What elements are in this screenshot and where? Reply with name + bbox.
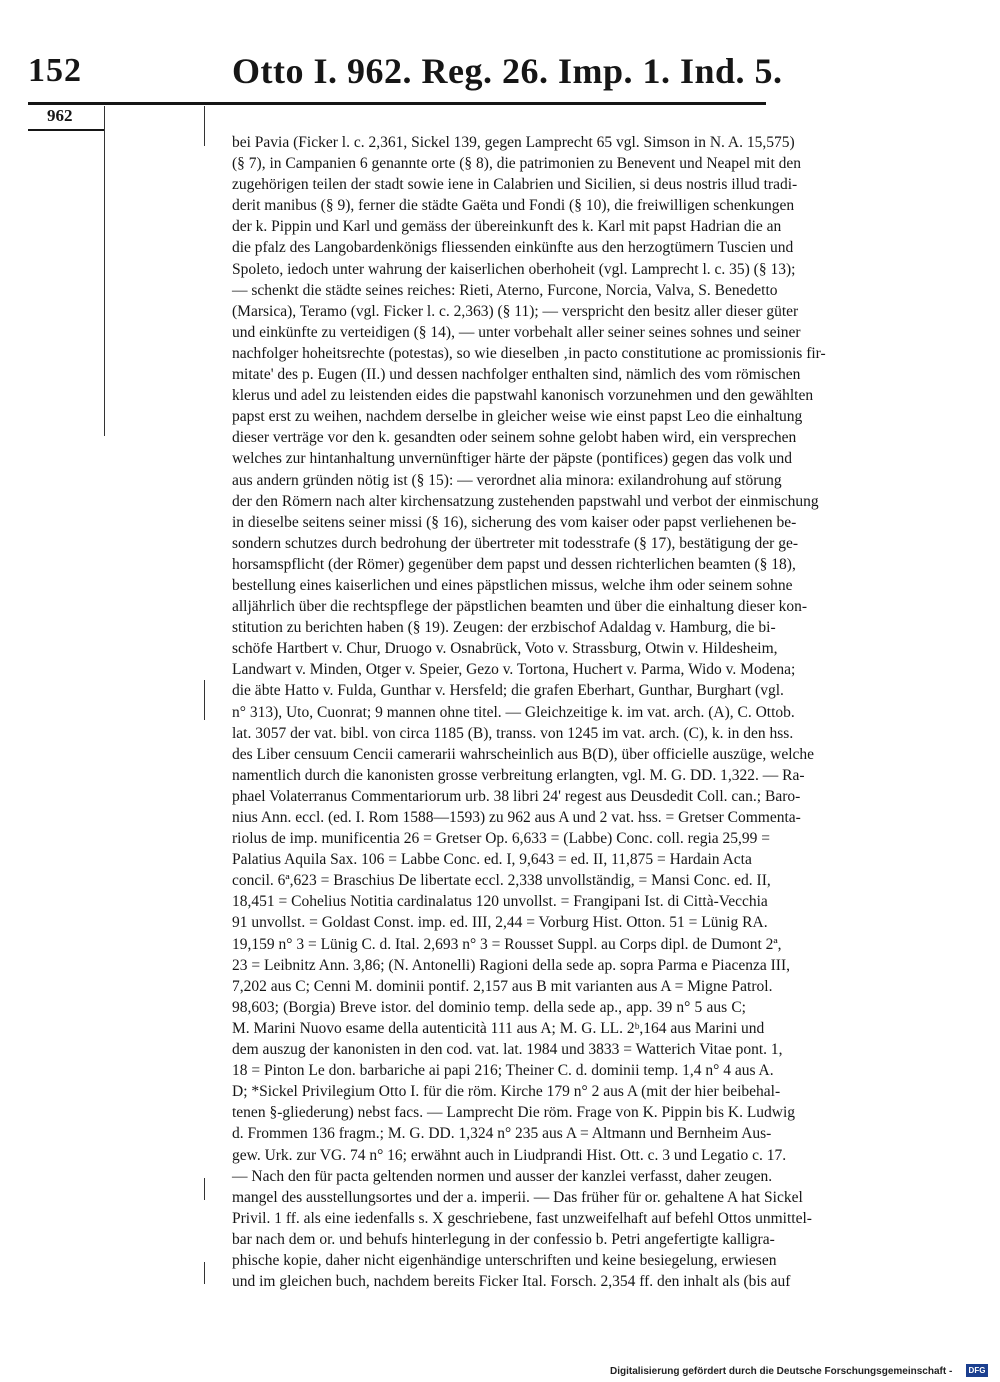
text-line: bei Pavia (Ficker l. c. 2,361, Sickel 139, gegen Lamprecht 65 vgl. Simson in N. A. 15,575): [232, 134, 795, 151]
text-line: 7,202 aus C; Cenni M. dominii pontif. 2,157 aus B mit varianten aus A = Migne Patrol.: [232, 977, 773, 995]
text-line: D; *Sickel Privilegium Otto I. für die röm. Kirche 179 n° 2 aus A (mit der hier beibehal-: [232, 1083, 781, 1101]
text-line: Palatius Aquila Sax. 106 = Labbe Conc. ed. I, 9,643 = ed. II, 11,875 = Hardain Acta: [232, 851, 752, 869]
margin-line-right: [204, 680, 205, 720]
text-line: 19,159 n° 3 = Lünig C. d. Ital. 2,693 n° 3 = Rousset Suppl. au Corps dipl. de Dumont 2ª,: [232, 935, 782, 953]
margin-line-right: [204, 1178, 205, 1200]
running-head: Otto I. 962. Reg. 26. Imp. 1. Ind. 5.: [232, 51, 783, 91]
text-line: des Liber censuum Cencii camerarii wahrscheinlich aus B(D), über officielle auszüge, welche: [232, 745, 815, 763]
text-line: sondern schutzes durch bedrohung der übertreter mit todesstrafe (§ 17), bestätigung der ge-: [232, 534, 798, 552]
text-line: dem auszug der kanonisten in den cod. vat. lat. 1984 und 3833 = Watterich Vitae pont. 1,: [232, 1041, 783, 1059]
text-line: 18 = Pinton Le don. barbariche ai papi 216; Theiner C. d. dominii temp. 1,4 n° 4 aus A.: [232, 1062, 774, 1080]
text-line: phische kopie, daher nicht eigenhändige unterschriften und keine besiegelung, erwiesen: [232, 1251, 777, 1269]
text-line: papst erst zu weihen, nachdem derselbe in gleicher weise wie einst papst Leo die einhaltung: [232, 408, 803, 426]
text-line: concil. 6ª,623 = Braschius De libertate eccl. 2,338 unvollständig, = Mansi Conc. ed. II,: [232, 872, 771, 890]
text-line: aus andern gründen nötig ist (§ 15): — verordnet alia minora: exilandrohung auf störung: [232, 471, 782, 489]
page-number: 152: [28, 52, 82, 89]
text-line: und im gleichen buch, nachdem bereits Ficker Ital. Forsch. 2,354 ff. den inhalt als (bis auf: [232, 1273, 791, 1291]
text-line: die pfalz des Langobardenkönigs fliessenden einkünfte aus den herzogtümern Tuscien und: [232, 239, 794, 257]
text-line: riolus de imp. munificentia 26 = Gretser Op. 6,633 = (Labbe) Conc. coll. regia 25,99 =: [232, 830, 771, 848]
text-line: (Marsica), Teramo (vgl. Ficker l. c. 2,363) (§ 11); — verspricht den besitz aller dieser güter: [232, 302, 799, 320]
text-line: bar nach dem or. und behufs hinterlegung in der confessio b. Petri angefertigte kalligra-: [232, 1230, 775, 1248]
text-line: Landwart v. Minden, Otger v. Speier, Gezo v. Tortona, Huchert v. Parma, Wido v. Modena;: [232, 661, 796, 679]
text-line: Privil. 1 ff. als eine iedenfalls s. X geschriebene, fast unzweifelhaft auf befehl Ottos unmittel-: [232, 1209, 812, 1227]
text-line: — Nach den für pacta geltenden normen und ausser der kanzlei verfasst, daher zeugen.: [232, 1167, 773, 1185]
year-rule: [28, 129, 104, 131]
text-line: stitution zu berichten haben (§ 19). Zeugen: der erzbischof Adaldag v. Hamburg, die bi-: [232, 619, 776, 637]
text-line: derit manibus (§ 9), ferner die städte Gaëta und Fondi (§ 10), die freiwilligen schenkungen: [232, 197, 795, 215]
text-line: 23 = Leibnitz Ann. 3,86; (N. Antonelli) Ragioni della sede ap. sopra Parma e Piacenza III,: [232, 956, 790, 974]
body-text: [232, 132, 826, 1292]
text-line: welches zur hintanhaltung unvernünftiger härte der päpste (pontifices) gegen das volk und: [232, 450, 792, 468]
text-line: 91 unvollst. = Goldast Const. imp. ed. III, 2,44 = Vorburg Hist. Otton. 51 = Lünig RA.: [232, 914, 768, 932]
footer-credit: Digitalisierung gefördert durch die Deutsche Forschungsgemeinschaft -: [610, 1366, 953, 1377]
text-line: in dieselbe seitens seiner missi (§ 16), sicherung des vom kaiser oder papst verliehenen be-: [232, 513, 797, 531]
text-line: und einkünfte zu verteidigen (§ 14), — unter vorbehalt aller seiner seines sohnes und seiner: [232, 323, 801, 341]
text-line: (§ 7), in Campanien 6 genannte orte (§ 8), die patrimonien zu Benevent und Neapel mit den: [232, 155, 802, 173]
text-line: die äbte Hatto v. Fulda, Gunthar v. Hersfeld; die grafen Eberhart, Gunthar, Burghart (vgl.: [232, 682, 784, 700]
text-line: der den Römern nach alter kirchensatzung zustehenden papstwahl und verbot der einmischung: [232, 492, 819, 510]
text-line: tenen §-gliederung) nebst facs. — Lamprecht Die röm. Frage von K. Pippin bis K. Ludwig: [232, 1104, 796, 1122]
text-line: nachfolger hoheitsrechte (potestas), so wie dieselben ‚in pacto constitutione ac promissionis fir-: [232, 344, 826, 362]
dfg-logo: DFG: [966, 1364, 988, 1377]
text-line: zugehörigen teilen der stadt sowie iene in Calabrien und Sicilien, si deus nostris illud tradi-: [232, 176, 798, 194]
text-line: n° 313), Uto, Cuonrat; 9 mannen ohne titel. — Gleichzeitige k. im vat. arch. (A), C. Ottob.: [232, 703, 795, 721]
text-line: 98,603; (Borgia) Breve istor. del dominio temp. della sede ap., app. 39 n° 5 aus C;: [232, 998, 746, 1016]
text-line: klerus und adel zu leistenden eides die papstwahl kanonisch vorzunehmen und den gewählten: [232, 387, 814, 405]
text-line: — schenkt die städte seines reiches: Rieti, Aterno, Furcone, Norcia, Valva, S. Benedetto: [232, 281, 778, 299]
text-line: 18,451 = Cohelius Notitia cardinalatus 120 unvollst. = Frangipani Ist. di Città-Vecchia: [232, 893, 768, 911]
text-line: horsamspflicht (der Römer) gegenüber dem papst und dessen richterlichen beamten (§ 18),: [232, 555, 796, 573]
text-line: Spoleto, iedoch unter wahrung der kaiserlichen oberhoheit (vgl. Lamprecht l. c. 35) (§ 13);: [232, 260, 796, 278]
text-line: mangel des ausstellungsortes und der a. imperii. — Das früher für or. gehaltene A hat Sickel: [232, 1188, 803, 1206]
year-tag: 962: [47, 106, 73, 125]
text-line: phael Volaterranus Commentariorum urb. 38 libri 24' regest aus Deusdedit Coll. can.; Baro-: [232, 787, 801, 805]
text-line: schöfe Hartbert v. Chur, Druogo v. Osnabrück, Voto v. Strassburg, Otwin v. Hildesheim,: [232, 640, 778, 658]
text-line: gew. Urk. zur VG. 74 n° 16; erwähnt auch in Liudprandi Hist. Ott. c. 3 und Legatio c. 17.: [232, 1146, 787, 1164]
text-line: alljährlich über die rechtspflege der päpstlichen beamten und über die einhaltung dieser kon-: [232, 598, 808, 616]
text-line: d. Frommen 136 fragm.; M. G. DD. 1,324 n° 235 aus A = Altmann und Bernheim Aus-: [232, 1125, 772, 1143]
text-line: nius Ann. eccl. (ed. I. Rom 1588—1593) zu 962 aus A und 2 vat. hss. = Gretser Commenta-: [232, 809, 801, 826]
text-line: namentlich durch die kanonisten grosse verbreitung erlangten, vgl. M. G. DD. 1,322. — Ra-: [232, 766, 805, 784]
text-line: bestellung eines kaiserlichen und eines päpstlichen missus, welche ihm oder seinem sohne: [232, 576, 793, 594]
margin-line-right: [204, 106, 205, 146]
margin-line-left: [104, 106, 105, 436]
text-line: lat. 3057 der vat. bibl. von circa 1185 (B), transs. von 1245 im vat. arch. (C), k. in den hss.: [232, 724, 794, 742]
margin-line-right: [204, 1262, 205, 1284]
header-rule: [28, 102, 766, 105]
text-line: mitate' des p. Eugen (II.) und dessen nachfolger enthalten sind, nämlich des vom römischen: [232, 366, 801, 384]
text-line: dieser verträge vor den k. gesandten oder seinem sohne gelobt haben wird, ein versprechen: [232, 429, 797, 447]
text-line: M. Marini Nuovo esame della autenticità 111 aus A; M. G. LL. 2ᵇ,164 aus Marini und: [232, 1019, 765, 1037]
text-line: der k. Pippin und Karl und gemäss der übereinkunft des k. Karl mit papst Hadrian die an: [232, 218, 782, 236]
